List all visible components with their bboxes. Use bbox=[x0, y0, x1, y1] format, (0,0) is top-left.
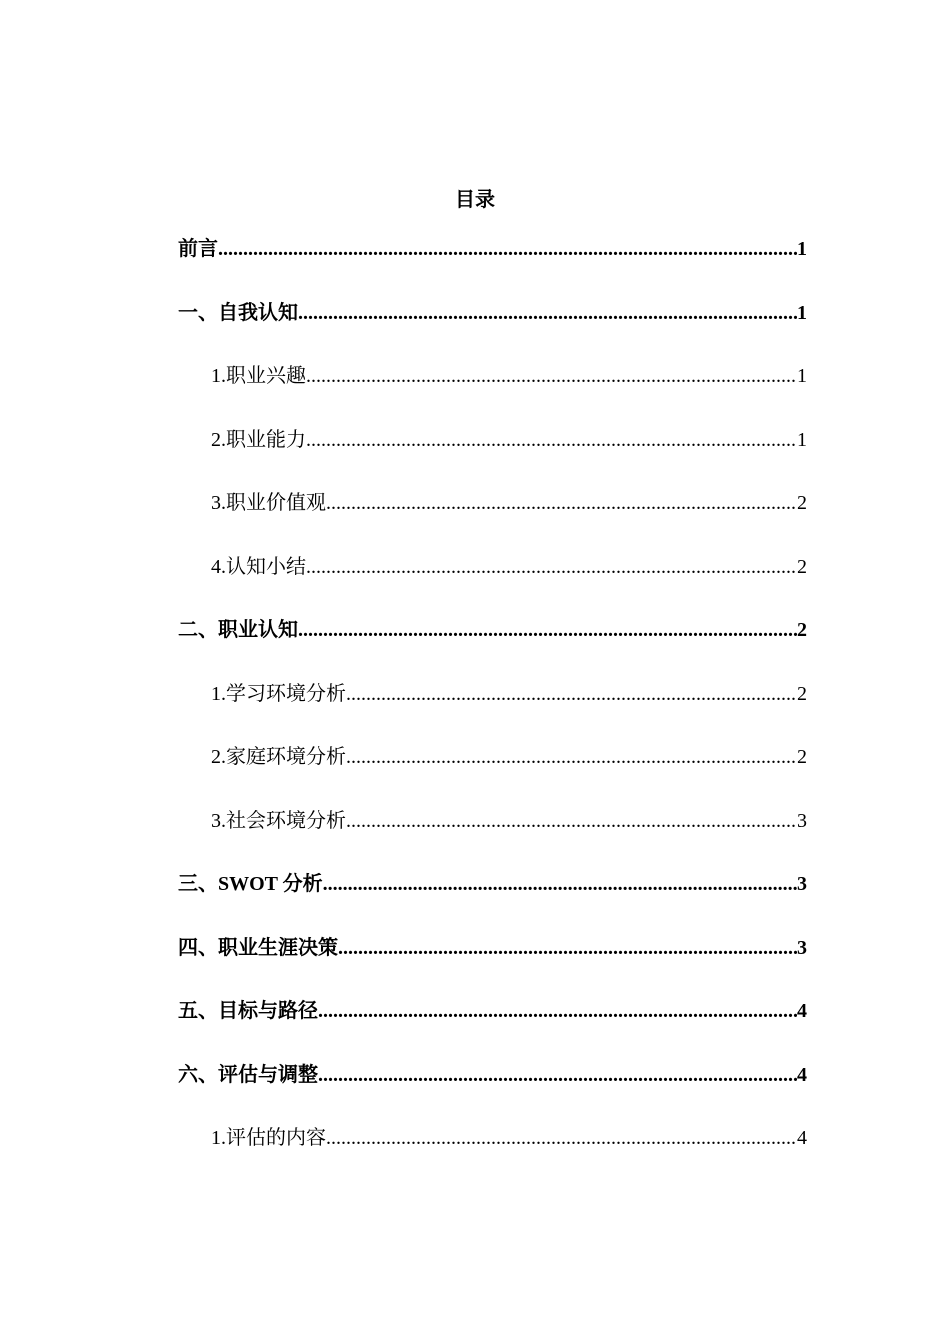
toc-title: 目录 bbox=[455, 189, 495, 211]
dot-leader bbox=[346, 742, 797, 772]
toc-entry-study-environment[interactable] bbox=[178, 679, 807, 743]
toc-entry-label: 一、自我认知 bbox=[178, 301, 298, 324]
toc-entry-page: 1 bbox=[797, 428, 807, 451]
toc-entry-label: 3.社会环境分析 bbox=[211, 809, 346, 832]
dot-leader bbox=[338, 933, 797, 963]
toc-entry-label: 前言 bbox=[178, 238, 218, 260]
toc-entry-label: 四、职业生涯决策 bbox=[178, 936, 338, 959]
dot-leader bbox=[346, 679, 797, 709]
toc-entry-page: 2 bbox=[797, 682, 807, 705]
toc-entry-label: 2.职业能力 bbox=[211, 428, 306, 451]
toc-entry-page: 1 bbox=[797, 238, 807, 260]
toc-entry-label: 二、职业认知 bbox=[178, 619, 298, 641]
dot-leader bbox=[318, 996, 797, 1026]
toc-entry-label: 1.职业兴趣 bbox=[211, 365, 306, 387]
toc-entry-career-interest[interactable] bbox=[178, 361, 807, 425]
dot-leader bbox=[306, 361, 797, 391]
toc-entry-label: 2.家庭环境分析 bbox=[211, 746, 346, 768]
toc-entry-swot[interactable] bbox=[178, 869, 807, 933]
toc-entry-page: 2 bbox=[797, 746, 807, 768]
toc-entry-page: 4 bbox=[797, 1000, 807, 1022]
dot-leader bbox=[306, 552, 797, 582]
toc-entry-label: 3.职业价值观 bbox=[211, 492, 326, 514]
dot-leader bbox=[298, 615, 797, 645]
toc-entry-page: 4 bbox=[797, 1063, 807, 1086]
toc-entry-evaluation-content[interactable] bbox=[178, 1123, 807, 1187]
toc-entry-label: 三、SWOT 分析 bbox=[178, 873, 323, 895]
toc-entry-page: 2 bbox=[797, 492, 807, 514]
toc-entry-social-environment[interactable] bbox=[178, 806, 807, 870]
table-of-contents bbox=[178, 234, 807, 1187]
toc-entry-label: 4.认知小结 bbox=[211, 555, 306, 578]
toc-entry-cognition-summary[interactable] bbox=[178, 552, 807, 616]
dot-leader bbox=[218, 234, 797, 264]
toc-entry-career-decision[interactable] bbox=[178, 933, 807, 997]
toc-entry-page: 1 bbox=[797, 365, 807, 387]
dot-leader bbox=[346, 806, 797, 836]
toc-entry-evaluation-adjustment[interactable] bbox=[178, 1060, 807, 1124]
toc-entry-page: 3 bbox=[797, 936, 807, 959]
toc-entry-career-ability[interactable] bbox=[178, 425, 807, 489]
toc-entry-page: 2 bbox=[797, 619, 807, 641]
toc-entry-page: 3 bbox=[797, 809, 807, 832]
toc-entry-self-awareness[interactable] bbox=[178, 298, 807, 362]
toc-entry-label: 六、评估与调整 bbox=[178, 1063, 318, 1086]
dot-leader bbox=[323, 869, 797, 899]
toc-entry-label: 1.评估的内容 bbox=[211, 1127, 326, 1149]
toc-entry-page: 3 bbox=[797, 873, 807, 895]
dot-leader bbox=[318, 1060, 797, 1090]
dot-leader bbox=[298, 298, 797, 328]
dot-leader bbox=[326, 488, 797, 518]
toc-entry-career-values[interactable] bbox=[178, 488, 807, 552]
toc-entry-label: 五、目标与路径 bbox=[178, 1000, 318, 1022]
toc-entry-career-awareness[interactable] bbox=[178, 615, 807, 679]
toc-entry-label: 1.学习环境分析 bbox=[211, 682, 346, 705]
toc-entry-family-environment[interactable] bbox=[178, 742, 807, 806]
toc-entry-goals-paths[interactable] bbox=[178, 996, 807, 1060]
toc-entry-page: 4 bbox=[797, 1127, 807, 1149]
dot-leader bbox=[306, 425, 797, 455]
toc-entry-page: 1 bbox=[797, 301, 807, 324]
toc-entry-preface[interactable] bbox=[178, 234, 807, 298]
dot-leader bbox=[326, 1123, 797, 1153]
toc-entry-page: 2 bbox=[797, 555, 807, 578]
